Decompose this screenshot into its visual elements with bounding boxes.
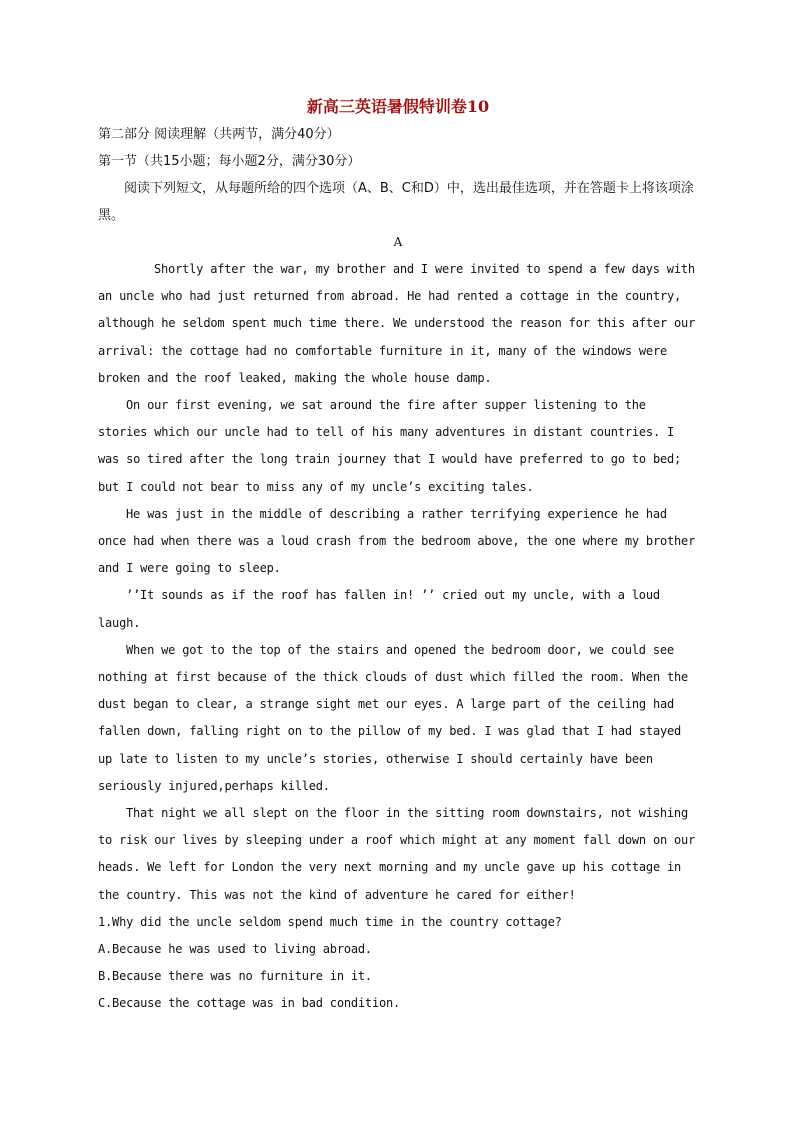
passage-paragraph: On our first evening, we sat around the fire after supper listening to the stories which our uncle had to tell of his many adventures in distant countries. I was so tired after the long train journey that I would have preferred to go to bed; but I could not bear to miss any of my uncle’s exciting tales. <box>98 398 682 494</box>
passage-letter: A <box>393 235 403 249</box>
question-stem: 1.Why did the uncle seldom spend much time in the country cottage? <box>98 914 562 929</box>
section-heading: 第一节（共15小题；每小题2分，满分30分） <box>98 154 361 169</box>
page-title: 新高三英语暑假特训卷10 <box>306 97 490 116</box>
passage-paragraph: That night we all slept on the floor in the sitting room downstairs, not wishing to risk our lives by sleeping under a roof which might at any moment fall down on our heads. We left for London the very next morning and my uncle gave up his cottage in the country. This was not the kind of adventure he cared for either! <box>98 806 696 902</box>
answer-option-c[interactable]: C.Because the cottage was in bad condition. <box>98 996 401 1011</box>
passage-paragraph: Shortly after the war, my brother and I were invited to spend a few days with an uncle who had just returned from abroad. He had rented a cottage in the country, although he seldom spent much time there. We understood the reason for this after our arrival: the cottage had no comfortable furniture in it, many of the windows were broken and the roof leaked, making the whole house damp. <box>98 262 696 385</box>
passage-paragraph: He was just in the middle of describing a rather terrifying experience he had once had when there was a loud crash from the bedroom above, the one where my brother and I were going to sleep. <box>98 506 696 576</box>
passage-paragraph: ’’It sounds as if the roof has fallen in! ’’ cried out my uncle, with a loud laugh. <box>98 588 660 630</box>
exam-page <box>98 93 698 1018</box>
passage-paragraph: When we got to the top of the stairs and opened the bedroom door, we could see nothing at first because of the thick clouds of dust which filled the room. When the dust began to clear, a strange sight met our eyes. A large part of the ceiling had fallen down, falling right on to the pillow of my bed. I was glad that I had stayed up late to listen to my uncle’s stories, otherwise I should certainly have been seriously injured,perhaps killed. <box>98 642 689 793</box>
answer-option-a[interactable]: A.Because he was used to living abroad. <box>98 942 372 957</box>
part-heading: 第二部分 阅读理解（共两节，满分40分） <box>98 127 340 142</box>
instructions: 阅读下列短文，从每题所给的四个选项（A、B、C和D）中，选出最佳选项，并在答题卡上将该项涂黑。 <box>98 181 694 223</box>
answer-option-b[interactable]: B.Because there was no furniture in it. <box>98 969 372 984</box>
